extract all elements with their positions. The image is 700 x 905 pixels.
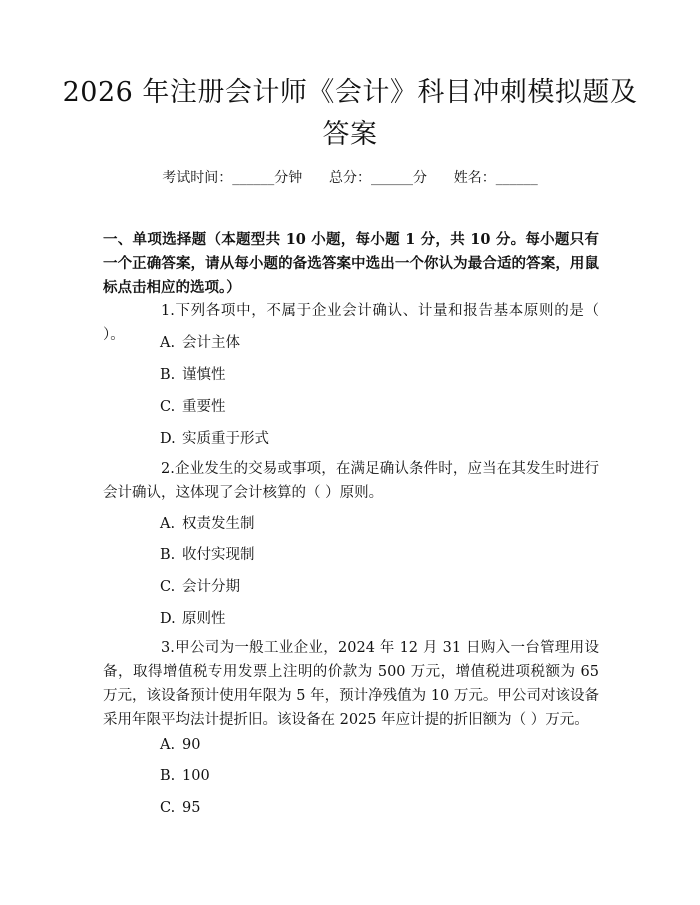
- question-number: 1.: [161, 303, 175, 319]
- exam-time-blank: ______: [232, 170, 275, 186]
- option-text: 100: [182, 768, 210, 784]
- option-text: 会计分期: [182, 579, 240, 595]
- option-text: 原则性: [182, 611, 226, 627]
- question-number: 3.: [161, 640, 175, 656]
- question-2-option-d[interactable]: [160, 609, 600, 629]
- option-letter: A.: [160, 516, 176, 532]
- option-letter: B.: [160, 768, 176, 784]
- option-text: 95: [182, 800, 201, 816]
- exam-info-line: [0, 168, 700, 188]
- candidate-name-blank: ______: [495, 170, 538, 186]
- option-letter: B.: [160, 367, 176, 383]
- option-letter: A.: [160, 335, 176, 351]
- question-1-option-d[interactable]: [160, 429, 600, 449]
- option-letter: B.: [160, 547, 176, 563]
- option-letter: A.: [160, 737, 176, 753]
- option-text: 会计主体: [182, 335, 240, 351]
- question-1-option-c[interactable]: [160, 397, 600, 417]
- option-text: 权责发生制: [182, 516, 255, 532]
- option-text: 收付实现制: [182, 547, 255, 563]
- total-score-unit: 分: [413, 170, 427, 186]
- question-2-option-b[interactable]: [160, 545, 600, 565]
- total-score-blank: ______: [371, 170, 413, 186]
- question-1-option-a[interactable]: [160, 333, 600, 353]
- exam-time-label: 考试时间：: [162, 170, 233, 186]
- option-letter: D.: [160, 431, 176, 447]
- question-text: 甲公司为一般工业企业，2024 年 12 月 31 日购入一台管理用设备，取得增值税专用发票上注明的价款为 500 万元，增值税进项税额为 65 万元，该设备预计使用年限为 5 年，预计净残值为 10 万元。甲公司对该设备采用年限平均法计提折旧。该设备在 2025 年应计提的折旧额为（ ）万元。: [103, 640, 599, 728]
- option-text: 实质重于形式: [182, 431, 269, 447]
- question-text: 企业发生的交易或事项，在满足确认条件时，应当在其发生时进行会计确认，这体现了会计核算的（ ）原则。: [103, 461, 599, 501]
- question-2: [103, 457, 599, 505]
- option-letter: D.: [160, 611, 176, 627]
- option-letter: C.: [160, 579, 176, 595]
- option-letter: C.: [160, 399, 176, 415]
- exam-time-unit: 分钟: [274, 170, 303, 186]
- total-score-label: 总分：: [329, 170, 371, 186]
- question-text: 下列各项中，不属于企业会计确认、计量和报告基本原则的是（ ）。: [103, 303, 599, 343]
- question-1-option-b[interactable]: [160, 365, 600, 385]
- option-text: 谨慎性: [182, 367, 226, 383]
- candidate-name-label: 姓名：: [453, 170, 496, 186]
- document-title: 2026 年注册会计师《会计》科目冲刺模拟题及答案: [62, 77, 638, 150]
- option-text: 重要性: [182, 399, 226, 415]
- question-2-option-a[interactable]: [160, 514, 600, 534]
- question-number: 2.: [161, 461, 175, 477]
- section-heading: 一、单项选择题（本题型共 10 小题，每小题 1 分，共 10 分。每小题只有一个正确答案，请从每小题的备选答案中选出一个你认为最合适的答案，用鼠标点击相应的选项。）: [103, 231, 599, 296]
- option-letter: C.: [160, 800, 176, 816]
- question-3: [103, 636, 599, 732]
- question-3-option-c[interactable]: [160, 798, 600, 818]
- question-3-option-b[interactable]: [160, 766, 600, 786]
- option-text: 90: [182, 737, 201, 753]
- question-2-option-c[interactable]: [160, 577, 600, 597]
- question-3-option-a[interactable]: [160, 735, 600, 755]
